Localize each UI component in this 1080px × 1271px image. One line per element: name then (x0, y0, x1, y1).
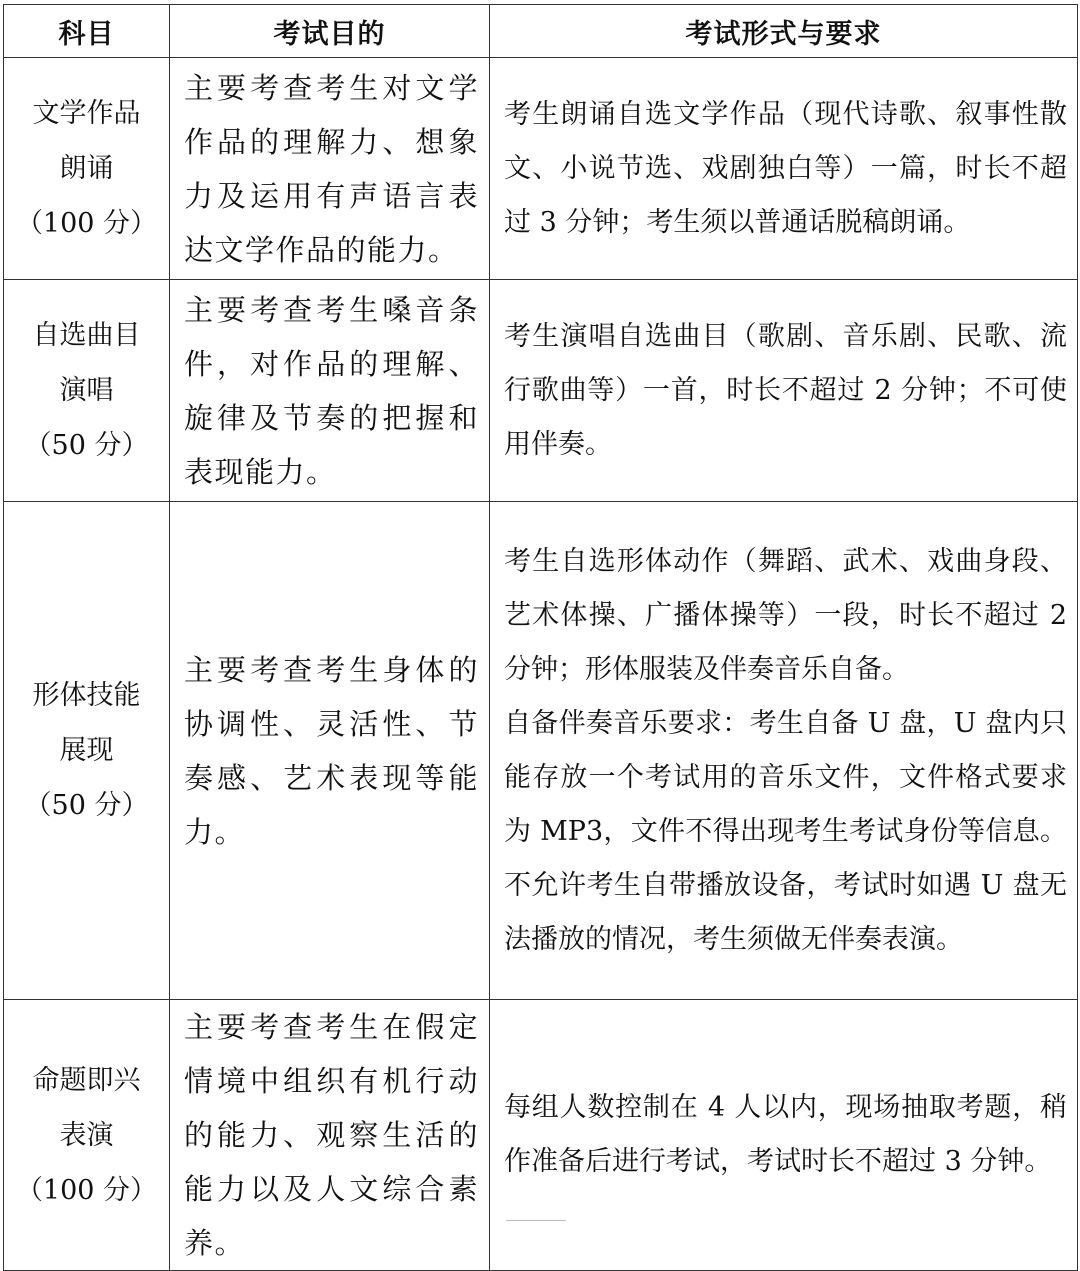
subject-name-line: 自选曲目 (32, 320, 141, 351)
subject-name-line: 形体技能 (32, 680, 141, 711)
header-subject: 科目 (4, 5, 170, 58)
table-row (4, 280, 1078, 502)
subject-score: （100 分） (15, 1174, 158, 1206)
subject-score: （100 分） (15, 208, 158, 239)
subject-name-line: 命题即兴 (32, 1064, 141, 1096)
header-purpose: 考试目的 (170, 5, 490, 58)
subject-name-line: 展现 (59, 735, 114, 766)
subject-name-line: 演唱 (59, 375, 114, 406)
format-paragraph: 考生演唱自选曲目（歌剧、音乐剧、民歌、流行歌曲等）一首，时长不超过 2 分钟；不可使用伴奏。 (504, 320, 1067, 460)
format-paragraph: 每组人数控制在 4 人以内，现场抽取考题，稍作准备后进行考试，考试时长不超过 3 分钟。 (504, 1092, 1067, 1177)
table-header-row (4, 5, 1078, 58)
format-cell (490, 280, 1078, 502)
subject-score: （50 分） (24, 790, 149, 821)
table-row (4, 1000, 1078, 1271)
format-paragraph: 考生自选形体动作（舞蹈、武术、戏曲身段、艺术体操、广播体操等）一段，时长不超过 2 分钟；形体服装及伴奏音乐自备。 (504, 545, 1067, 685)
subject-score: （50 分） (24, 430, 149, 461)
exam-requirements-table (3, 4, 1078, 1271)
subject-cell (4, 502, 170, 1000)
format-cell (490, 58, 1078, 280)
subject-name-line: 朗诵 (59, 153, 114, 184)
purpose-cell: 主要考查考生在假定情境中组织有机行动的能力、观察生活的能力以及人文综合素养。 (170, 1000, 490, 1271)
purpose-cell: 主要考查考生对文学作品的理解力、想象力及运用有声语言表达文学作品的能力。 (170, 58, 490, 280)
format-paragraph: 考生朗诵自选文学作品（现代诗歌、叙事性散文、小说节选、戏剧独白等）一篇，时长不超过 3 分钟；考生须以普通话脱稿朗诵。 (504, 98, 1067, 238)
format-paragraph: 自备伴奏音乐要求：考生自备 U 盘，U 盘内只能存放一个考试用的音乐文件，文件格式要求为 MP3，文件不得出现考生考试身份等信息。不允许考生自带播放设备，考试时如遇 U 盘无法播放的情况，考生须做无伴奏表演。 (504, 707, 1067, 955)
format-cell (490, 1000, 1078, 1271)
subject-name-line: 表演 (59, 1119, 114, 1151)
subject-name-line: 文学作品 (32, 98, 141, 129)
subject-cell (4, 280, 170, 502)
table-row (4, 502, 1078, 1000)
format-cell (490, 502, 1078, 1000)
purpose-cell: 主要考查考生身体的协调性、灵活性、节奏感、艺术表现等能力。 (170, 502, 490, 1000)
table-row (4, 58, 1078, 280)
subject-cell (4, 58, 170, 280)
purpose-cell: 主要考查考生嗓音条件，对作品的理解、旋律及节奏的把握和表现能力。 (170, 280, 490, 502)
subject-cell (4, 1000, 170, 1271)
header-format: 考试形式与要求 (490, 5, 1078, 58)
